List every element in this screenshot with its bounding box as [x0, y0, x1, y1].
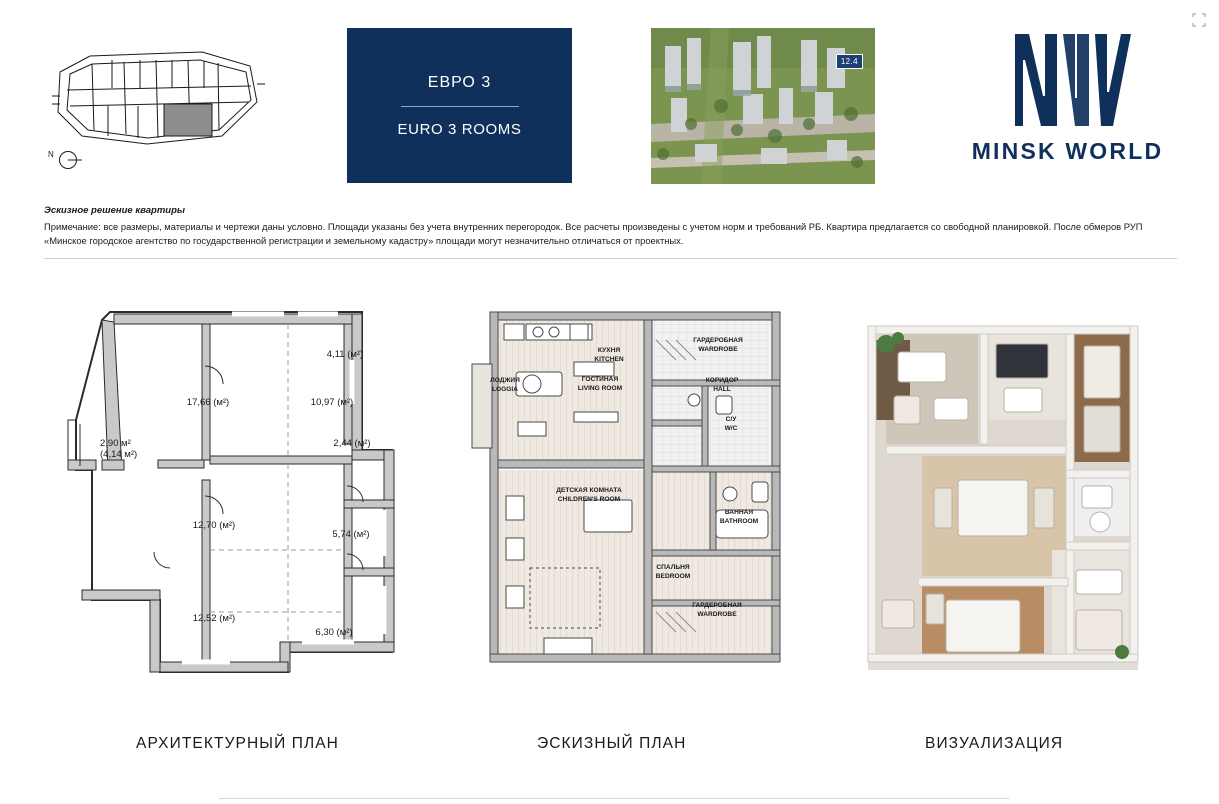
area-label: 12,52 (м²): [192, 613, 236, 624]
disclaimer-block: [44, 205, 1177, 259]
caption-visualization: ВИЗУАЛИЗАЦИЯ: [925, 735, 1064, 752]
area-label: 4,11 (м²): [326, 349, 364, 360]
room-label-ru: ВАННАЯ: [724, 509, 754, 516]
area-label: 2,44 (м²): [333, 438, 371, 449]
room-label-en: LIVING ROOM: [577, 385, 623, 392]
caption-architectural: АРХИТЕКТУРНЫЙ ПЛАН: [136, 735, 339, 752]
area-label: 2,90 м²: [100, 438, 131, 449]
apartment-type-ru: ЕВРО 3: [427, 73, 492, 91]
header-divider: [44, 258, 1177, 259]
room-label-en: LOGGIA: [491, 386, 519, 393]
room-label-ru: СПАЛЬНЯ: [656, 564, 690, 571]
room-label-ru: ГАРДЕРОБНАЯ: [692, 602, 742, 609]
room-label-en: WARDROBE: [698, 346, 738, 353]
brand-name: MINSK WORLD: [971, 138, 1164, 164]
room-label-ru: ДЕТСКАЯ КОМНАТА: [556, 487, 622, 494]
room-label-en: WARDROBE: [697, 611, 737, 618]
room-label-ru: КУХНЯ: [597, 347, 621, 354]
sheet-header: [0, 0, 1219, 196]
room-label-ru: ЛОДЖИЯ: [490, 377, 520, 384]
compass-north-label: N: [48, 150, 54, 159]
room-label-en: W/C: [724, 425, 738, 432]
area-label: 17,66 (м²): [186, 397, 230, 408]
room-label-en: BATHROOM: [719, 518, 759, 525]
room-label-en: HALL: [713, 386, 731, 393]
area-label: 10,97 (м²): [310, 397, 354, 408]
architectural-plan: [62, 300, 422, 680]
room-label-ru: ГАРДЕРОБНАЯ: [693, 337, 743, 344]
area-label: 6,30 (м²): [315, 627, 353, 638]
caption-sketch: ЭСКИЗНЫЙ ПЛАН: [537, 735, 687, 752]
footer-divider: [219, 798, 1009, 799]
apartment-type-en: EURO 3 ROOMS: [397, 120, 522, 138]
area-label: (4,14 м²): [100, 449, 138, 460]
compass-icon: [48, 146, 90, 174]
disclaimer-title: Эскизное решение квартиры: [44, 205, 186, 216]
area-label: 5,74 (м²): [332, 529, 370, 540]
sketch-plan: [470, 300, 800, 680]
apartment-type-card: [347, 28, 572, 183]
plans-row: [0, 300, 1219, 700]
site-marker-badge: 12.4: [836, 54, 863, 69]
title-divider: [401, 106, 519, 107]
room-label-en: KITCHEN: [594, 356, 624, 363]
brand-block: [960, 26, 1175, 165]
mw-monogram-icon: [960, 26, 1175, 134]
visualization-render: [838, 300, 1168, 680]
disclaimer-text: Примечание: все размеры, материалы и чертежи даны условно. Площади указаны без учета внутренних перегородок. Все расчеты произведены с учетом норм и требований РБ. Квартира предлагается со свободной планировкой. После обмеров РУП «Минское городское агентство по государственной регистрации и земельному кадастру» площади могут незначительно отличаться от проектных.: [44, 221, 1143, 247]
room-label-en: CHILDREN'S ROOM: [557, 496, 621, 503]
plan-captions: [0, 735, 1219, 765]
room-label-ru: КОРИДОР: [705, 377, 739, 384]
window-controls-icon[interactable]: [1191, 12, 1207, 28]
area-label: 12,70 (м²): [192, 520, 236, 531]
room-label-en: BEDROOM: [655, 573, 691, 580]
building-key-plan: [52, 44, 267, 154]
site-aerial-map: [651, 28, 875, 184]
room-label-ru: С/У: [725, 416, 737, 423]
room-label-ru: ГОСТИНАЯ: [581, 376, 619, 383]
